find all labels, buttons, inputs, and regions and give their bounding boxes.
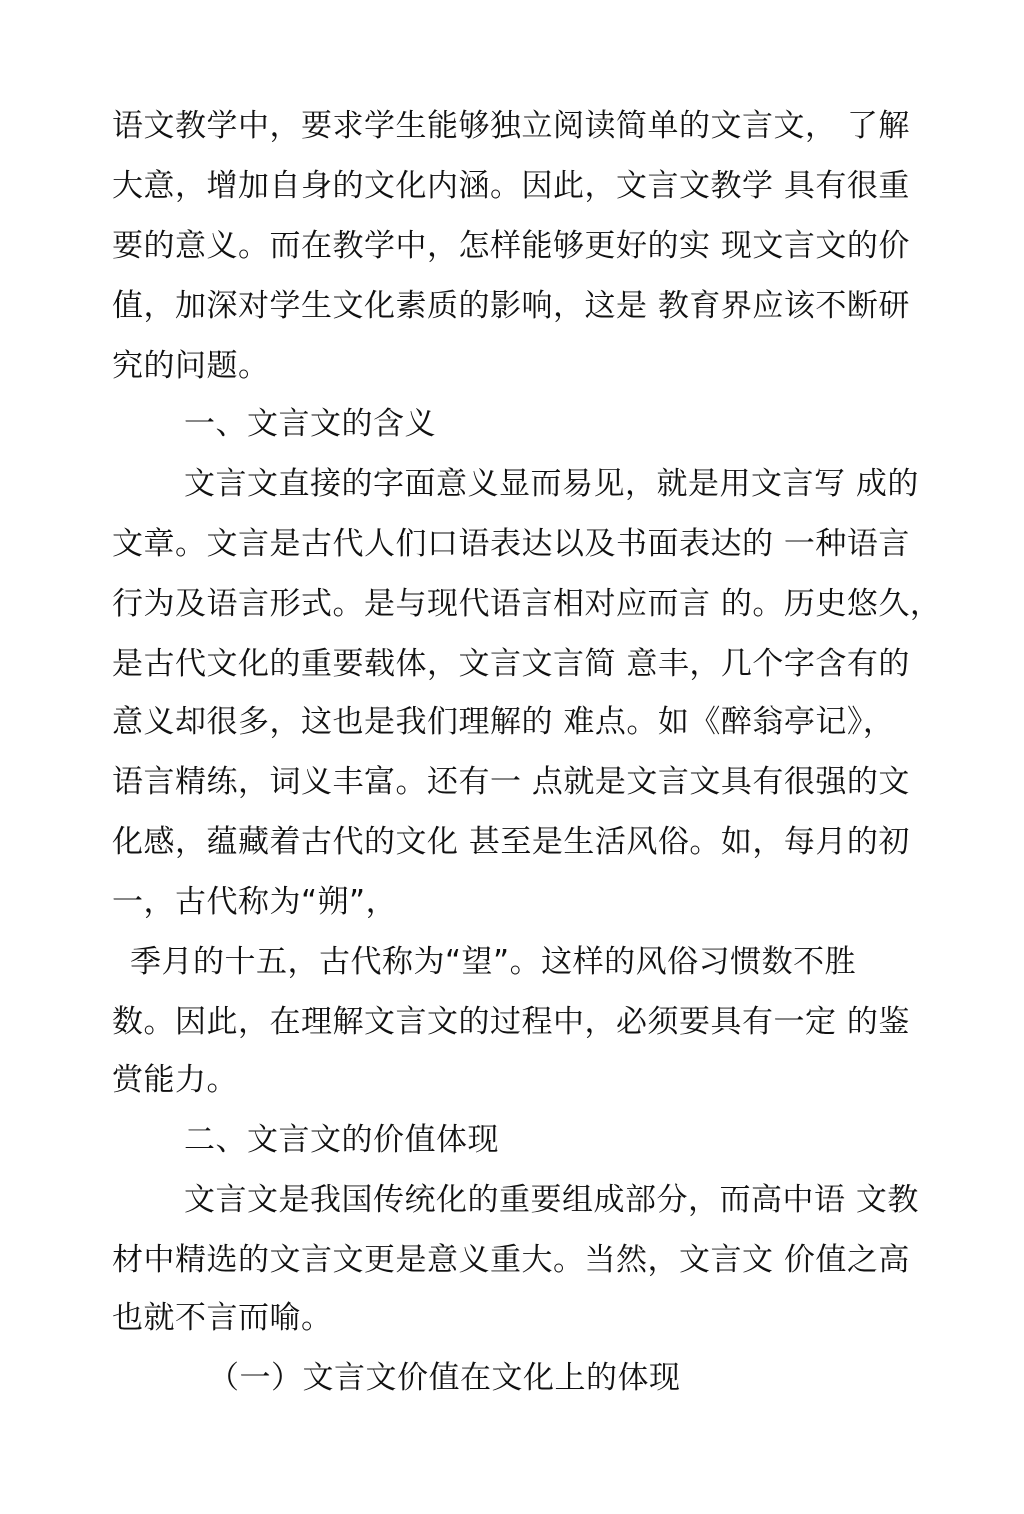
text-line: 值，加深对学生文化素质的影响，这是 教育界应该不断研: [112, 288, 910, 324]
text-line: 化感，蕴藏着古代的文化 甚至是生活风俗。如，每月的初: [112, 824, 910, 860]
text-line: 究的问题。: [112, 348, 270, 384]
text-line: 文言文是我国传统化的重要组成部分，而高中语 文教: [184, 1182, 919, 1218]
text-line: 季月的十五，古代称为“望”。这样的风俗习惯数不胜: [130, 944, 857, 980]
text-line: 语言精练，词义丰富。还有一 点就是文言文具有很强的文: [112, 764, 910, 800]
text-line: 数。因此，在理解文言文的过程中，必须要具有一定 的鉴: [112, 1004, 910, 1040]
text-line: 也就不言而喻。: [112, 1300, 333, 1336]
section-heading: 二、文言文的价值体现: [184, 1122, 499, 1158]
section-heading: 一、文言文的含义: [184, 406, 436, 442]
subsection-heading: （一）文言文价值在文化上的体现: [208, 1360, 681, 1396]
text-line: 文章。文言是古代人们口语表达以及书面表达的 一种语言: [112, 526, 910, 562]
text-line: 材中精选的文言文更是意义重大。当然，文言文 价值之高: [112, 1242, 910, 1278]
text-line: 一，古代称为“朔”，: [112, 884, 398, 920]
text-line: 要的意义。而在教学中，怎样能够更好的实 现文言文的价: [112, 228, 910, 264]
text-line: 语文教学中，要求学生能够独立阅读简单的文言文， 了解: [112, 108, 910, 144]
text-line: 文言文直接的字面意义显而易见，就是用文言写 成的: [184, 466, 919, 502]
text-line: 意义却很多，这也是我们理解的 难点。如《醉翁亭记》，: [112, 704, 895, 740]
text-line: 是古代文化的重要载体，文言文言简 意丰，几个字含有的: [112, 646, 910, 682]
text-line: 赏能力。: [112, 1062, 238, 1098]
text-line: 行为及语言形式。是与现代语言相对应而言 的。历史悠久，: [112, 586, 942, 622]
text-line: 大意，增加自身的文化内涵。因此，文言文教学 具有很重: [112, 168, 910, 204]
